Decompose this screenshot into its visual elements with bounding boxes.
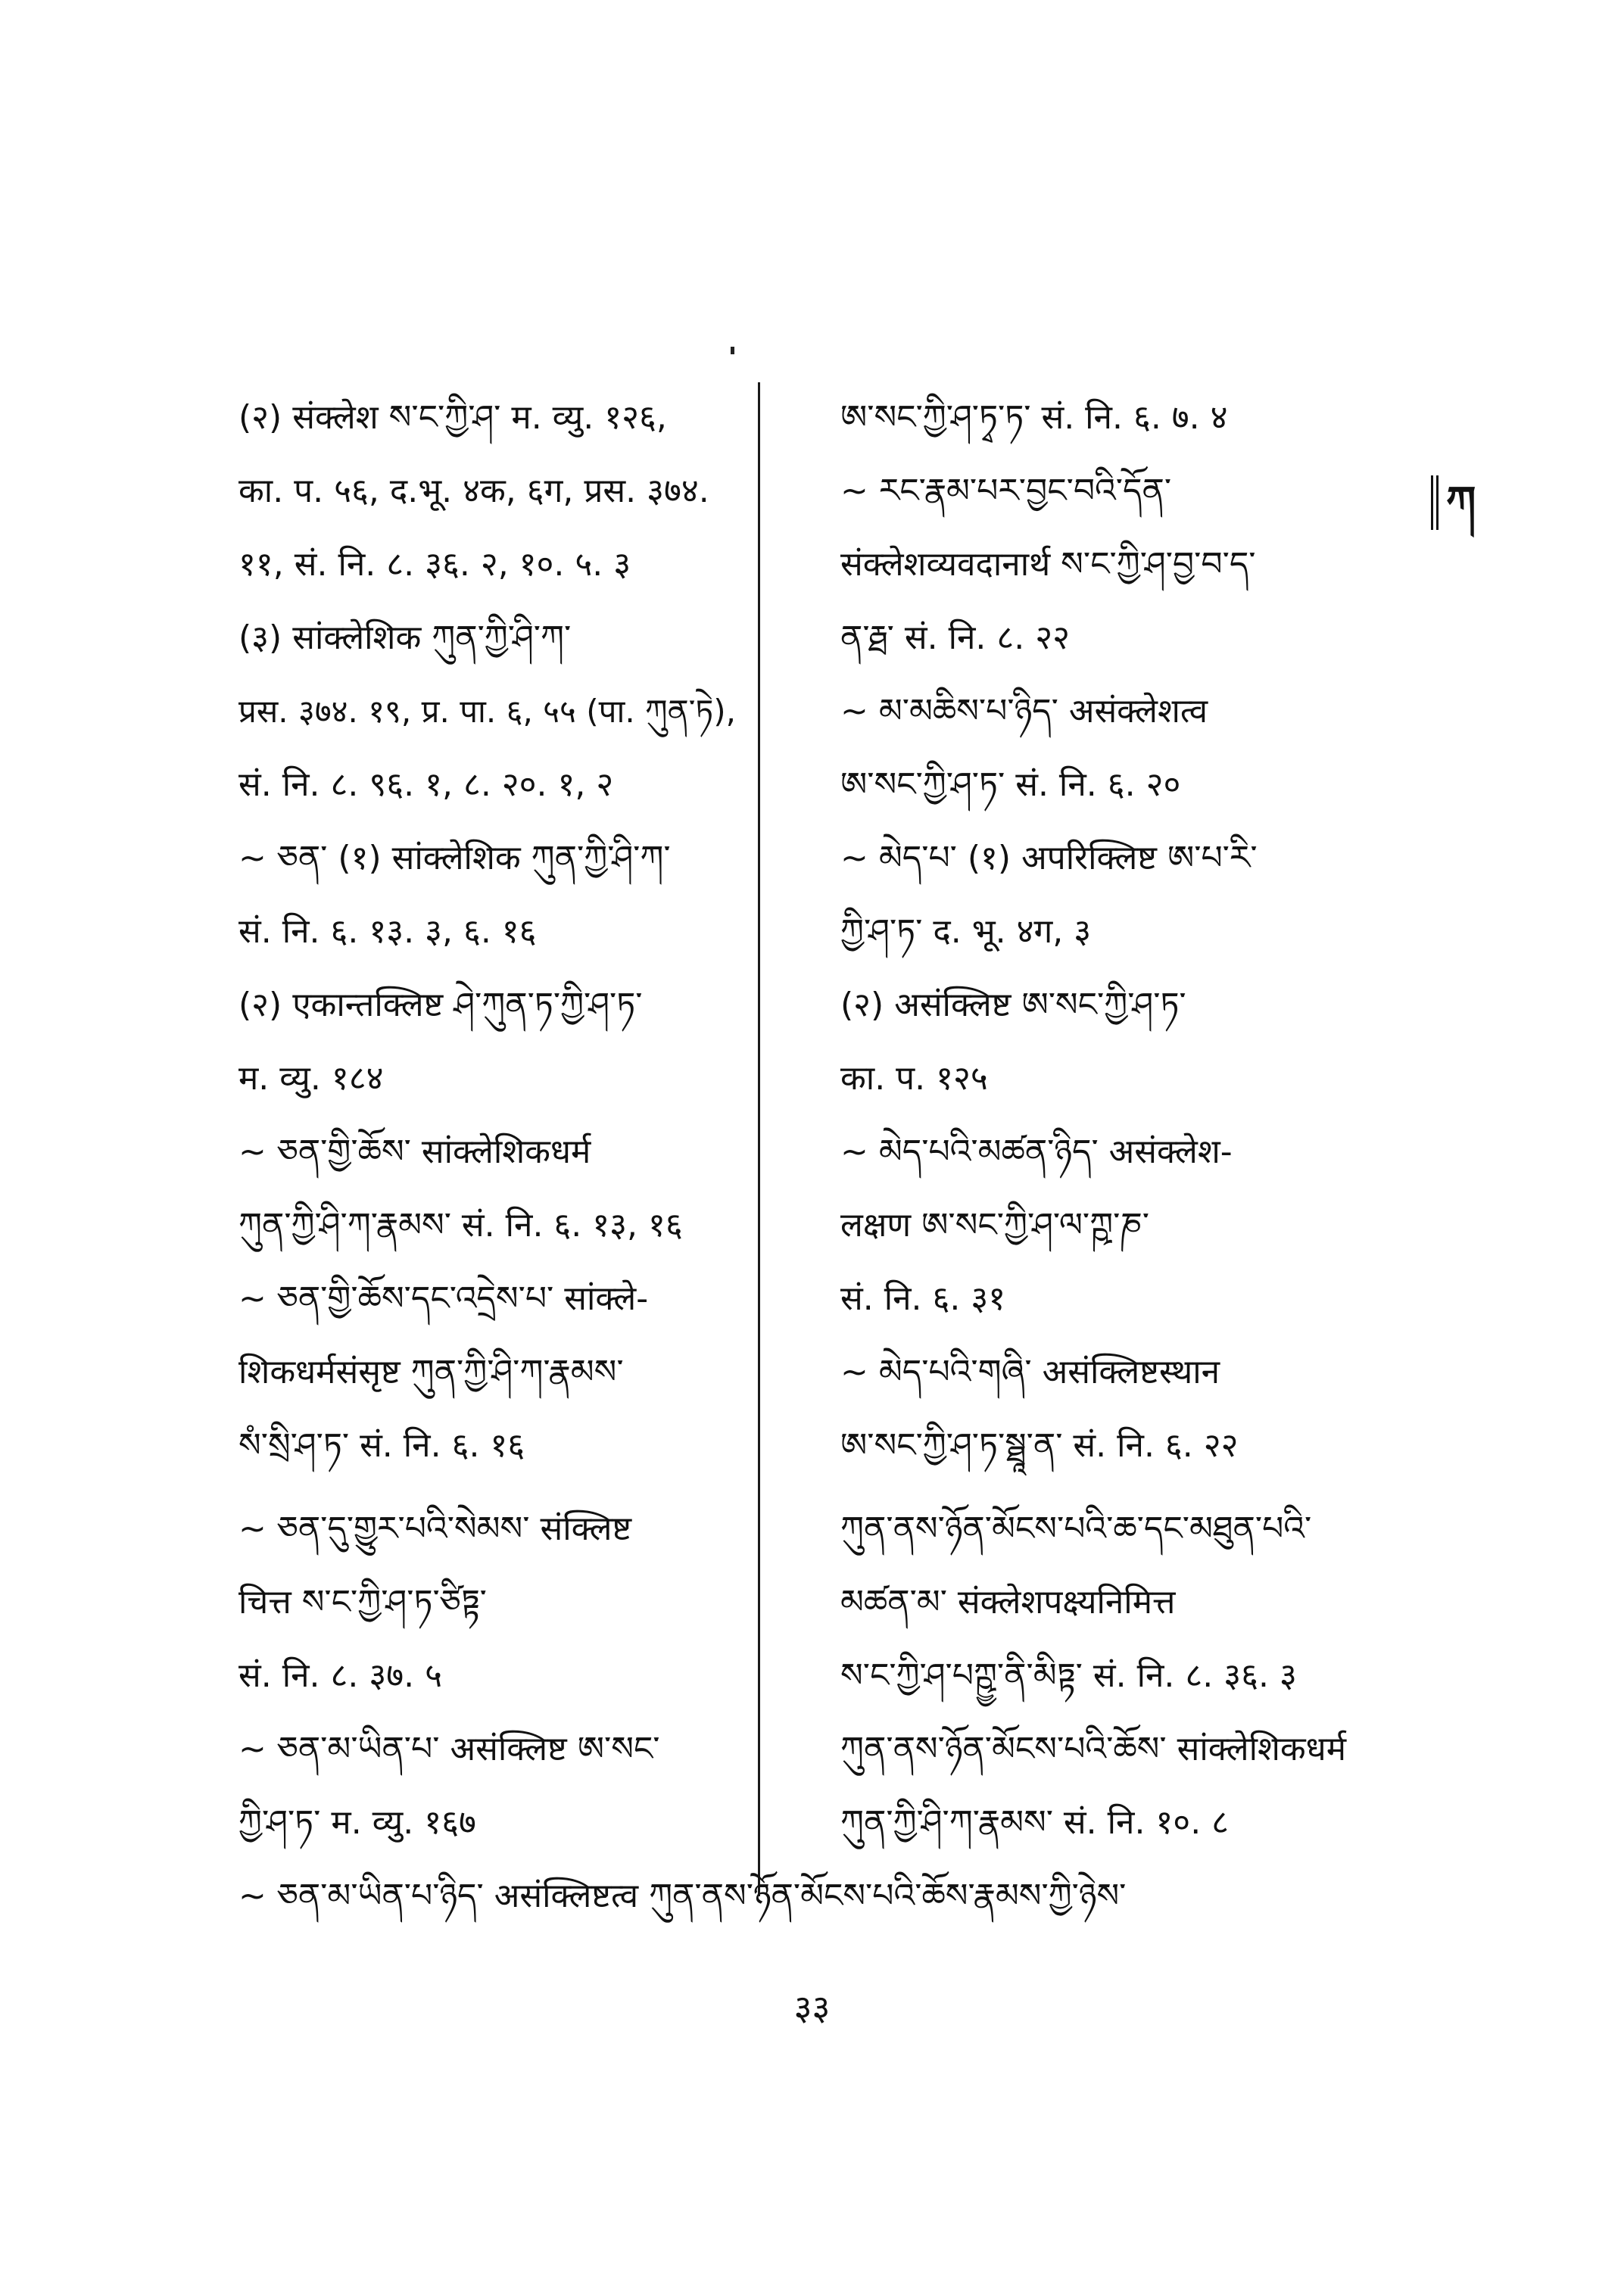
column-divider (758, 382, 760, 1896)
left-entry: (२) संक्लेश ས་ང་ཀྱི་ཤ་ म. व्यु. १२६, (238, 398, 667, 437)
left-entry: ~ ཅན་གྱི་ཆོས་ सांक्लेशिकधर्म (238, 1132, 591, 1171)
right-entry: का. प. १२५ (840, 1059, 988, 1098)
left-entry: म. व्यु. १८४ (238, 1059, 384, 1098)
right-entry: ~ མེད་པའི་མཚན་ཉིད་ असंक्लेश- (840, 1132, 1233, 1171)
left-entry: ~ ཅན་མ་ཡིན་པ་ असंक्लिष्ट ཨ་སང་ (238, 1730, 660, 1768)
left-entry: སཾ་སྲི་ཤ་ཏ་ सं. नि. ६. १६ (238, 1426, 525, 1465)
left-entry: सं. नि. ८. ३७. ५ (238, 1656, 442, 1695)
right-entry: མཚན་མ་ संक्लेशपक्ष्यनिमित्त (840, 1583, 1176, 1622)
right-entry: ཨ་སང་ཀྱི་ཤ་ཏ་སྠཱ་ན་ सं. नि. ६. २२ (840, 1426, 1239, 1465)
right-entry: ཀྱི་ཤ་ཏ་ द. भू. ४ग, ३ (840, 912, 1092, 951)
left-entry: ~ ཅན་གྱི་ཆོས་དང་འདྲེས་པ་ सांक्ले- (238, 1279, 649, 1318)
right-entry: (२) असंक्लिष्ट ཨ་སང་ཀྱི་ཤ་ཏ་ (840, 986, 1186, 1024)
left-entry: ११, सं. नि. ८. ३६. २, १०. ५. ३ (238, 545, 631, 584)
right-entry: ན་རྠ་ सं. नि. ८. २२ (840, 618, 1070, 657)
right-entry: संक्लेशव्यवदानार्थ ས་ང་ཀྱི་ཤ་བྱ་བ་ད་ (840, 545, 1256, 584)
ink-mark (731, 347, 734, 354)
right-entry: सं. नि. ६. ३१ (840, 1279, 1006, 1318)
right-entry: ~ མེད་པའི་གཞི་ असंक्लिष्टस्थान (840, 1353, 1220, 1391)
side-tab-letter: ཀ (1431, 475, 1476, 530)
left-entry: सं. नि. ६. १३. ३, ६. १६ (238, 912, 537, 951)
left-entry: ཀྱི་ཤ་ཏ་ म. व्यु. १६७ (238, 1803, 476, 1842)
left-entry: ~ ཅན་ (१) सांक्लेशिक ཀུན་ཀྱི་ཤི་ཀ་ (238, 839, 671, 877)
left-entry: शिकधर्मसंसृष्ट ཀུན་ཀྱི་ཤི་ཀ་རྣམས་ (238, 1353, 624, 1391)
right-entry: ཀུན་ནས་ཉོན་མོངས་པའི་ཆོས་ सांक्लेशिकधर्म (840, 1730, 1347, 1768)
right-entry: ཨ་སང་ཀྱི་ཤ་ཏ་ सं. नि. ६. २० (840, 765, 1181, 804)
right-entry: ~ མེད་པ་ (१) अपरिक्लिष्ट ཨ་པ་རི་ (840, 839, 1258, 877)
left-entry: का. प. ५६, द.भू. ४क, ६ग, प्रस. ३७४. (238, 472, 709, 510)
right-entry: ས་ང་ཀྱི་ཤ་པཀྵྱ་ནི་མིཏྟ་ सं. नि. ८. ३६. ३ (840, 1656, 1297, 1695)
left-entry: प्रस. ३७४. १९, प्र. पा. ६, ५५ (पा. ཀུན་ཏེ), (238, 693, 737, 730)
left-entry: (३) सांक्लेशिक ཀུན་ཀྱི་ཤི་ཀ་ (238, 618, 572, 657)
left-entry: (२) एकान्तक्लिष्ट ཤེ་ཀུན་ཏ་ཀྱི་ཤ་ཏ་ (238, 986, 643, 1024)
left-entry: ཀུན་ཀྱི་ཤི་ཀ་རྣམས་ सं. नि. ६. १३, १६ (238, 1206, 683, 1245)
final-entry: ~ ཅན་མ་ཡིན་པ་ཉིད་ असंक्लिष्टत्व ཀུན་ནས་ཉོན་མོངས་པའི་ཆོས་རྣམས་ཀྱི་ཉེས་ (238, 1877, 1127, 1915)
left-entry: सं. नि. ८. ९६. १, ८. २०. १, २ (238, 765, 614, 804)
page-number: ३३ (793, 1987, 831, 2028)
right-entry: ཀུན་ནས་ཉོན་མོངས་པའི་ཆ་དང་མཐུན་པའི་ (840, 1509, 1312, 1548)
left-entry: चित्त ས་ང་ཀྱི་ཤ་ཏ་ཙིཏྟ་ (238, 1583, 487, 1622)
left-entry: ~ ཅན་དུ་གྱུར་པའི་སེམས་ संक्लिष्ट (238, 1509, 632, 1548)
right-entry: ཀུན་ཀྱི་ཤི་ཀ་རྣམས་ सं. नि. १०. ८ (840, 1803, 1230, 1842)
right-entry: ~ མ་མཆིས་པ་ཉིད་ असंक्लेशत्व (840, 692, 1208, 731)
right-entry: ~ རང་རྣམ་པར་བྱང་བའི་དོན་ (840, 472, 1172, 510)
right-entry: लक्षण ཨ་སང་ཀྱི་ཤ་ལ་ཀྵ་ཎ་ (840, 1206, 1149, 1245)
right-entry: ཨ་སང་ཀྱི་ཤ་ཏྭ་ཏ་ सं. नि. ६. ७. ४ (840, 398, 1228, 437)
